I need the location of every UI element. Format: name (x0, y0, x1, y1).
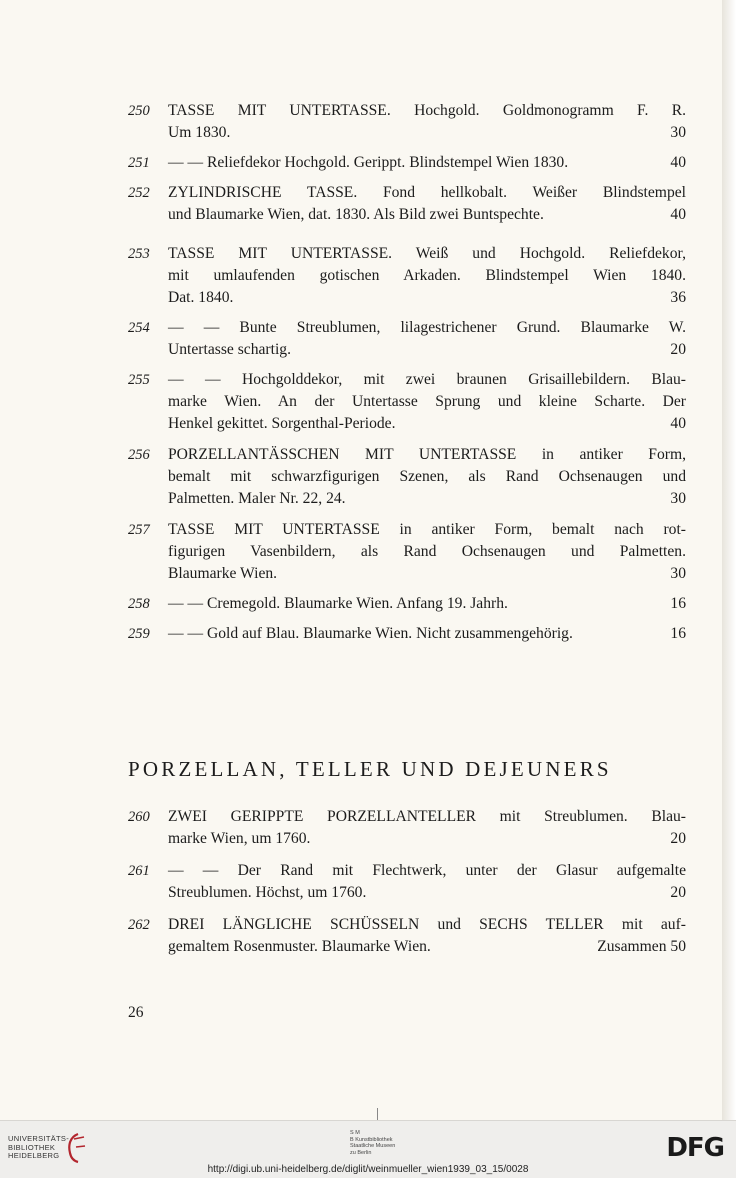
entry-last-line (168, 828, 686, 850)
entry-last-line (168, 488, 686, 510)
catalog-entry (128, 519, 686, 585)
entry-text-line: TASSE MIT UNTERTASSE. Hochgold. Goldmonogramm F. R. (168, 102, 686, 119)
entry-number: 254 (128, 320, 150, 336)
entry-text-line: mit umlaufenden gotischen Arkaden. Blindstempel Wien 1840. (168, 267, 686, 284)
entry-price: 16 (670, 595, 686, 612)
entry-text-line: PORZELLANTÄSSCHEN MIT UNTERTASSE in antiker Form, (168, 446, 686, 463)
entry-price: 30 (670, 490, 686, 507)
entry-number: 262 (128, 917, 150, 933)
entry-last-line (168, 563, 686, 585)
entry-number: 250 (128, 103, 150, 119)
entry-last-line (168, 204, 686, 226)
entry-number: 252 (128, 185, 150, 201)
entry-price: 20 (670, 830, 686, 847)
catalog-entry (128, 914, 686, 958)
university-library-name: UNIVERSITÄTS- BIBLIOTHEK HEIDELBERG (8, 1134, 69, 1160)
entry-last-line (168, 593, 686, 615)
entry-text-line: Henkel gekittet. Sorgenthal-Periode. (168, 415, 396, 432)
catalog-entry (128, 100, 686, 144)
entry-text-line: TASSE MIT UNTERTASSE. Weiß und Hochgold. Reliefdekor, (168, 245, 686, 262)
catalog-entries-top (128, 100, 686, 645)
section-heading: PORZELLAN, TELLER UND DEJEUNERS (128, 757, 612, 781)
entry-last-line (168, 623, 686, 645)
museum-credit: S M B Kunstbibliothek Staatliche Museen zu Berlin (350, 1130, 396, 1156)
catalog-entry (128, 806, 686, 850)
entry-price: 30 (670, 124, 686, 141)
page-edge (722, 0, 736, 1120)
entry-text-line: Dat. 1840. (168, 289, 234, 306)
entry-text-line: — — Gold auf Blau. Blaumarke Wien. Nicht zusammengehörig. (168, 625, 573, 642)
entry-text-line: bemalt mit schwarzfigurigen Szenen, als Rand Ochsenaugen und (168, 468, 686, 485)
entry-text-line: figurigen Vasenbildern, als Rand Ochsenaugen und Palmetten. (168, 543, 686, 560)
center-mark (377, 1108, 378, 1120)
entry-price: Zusammen 50 (597, 938, 686, 955)
catalog-entry (128, 593, 686, 615)
entry-last-line (168, 152, 686, 174)
viewer-footer (0, 1120, 736, 1178)
entry-number: 253 (128, 246, 150, 262)
permalink-url[interactable]: http://digi.ub.uni-heidelberg.de/diglit/weinmueller_wien1939_03_15/0028 (207, 1164, 529, 1175)
entry-last-line (168, 287, 686, 309)
entry-last-line (168, 413, 686, 435)
entry-text-line: — — Hochgolddekor, mit zwei braunen Grisaillebildern. Blau- (168, 371, 686, 388)
entry-last-line (168, 882, 686, 904)
entry-text-line: gemaltem Rosenmuster. Blaumarke Wien. (168, 938, 431, 955)
catalog-entry (128, 152, 686, 174)
university-logo-icon (60, 1131, 94, 1165)
entry-text-line: marke Wien. An der Untertasse Sprung und kleine Scharte. Der (168, 393, 686, 410)
entry-price: 40 (670, 206, 686, 223)
entry-price: 20 (670, 341, 686, 358)
page-number: 26 (128, 1004, 144, 1021)
entry-text-line: — — Bunte Streublumen, lilagestrichener Grund. Blaumarke W. (168, 319, 686, 336)
catalog-entry (128, 444, 686, 510)
entry-text-line: Untertasse schartig. (168, 341, 291, 358)
entry-number: 261 (128, 863, 150, 879)
entry-number: 260 (128, 809, 150, 825)
entry-text-line: marke Wien, um 1760. (168, 830, 311, 847)
entry-text-line: Blaumarke Wien. (168, 565, 278, 582)
entry-text-line: DREI LÄNGLICHE SCHÜSSELN und SECHS TELLER mit auf- (168, 916, 686, 933)
entry-last-line (168, 339, 686, 361)
entry-text-line: Um 1830. (168, 124, 231, 141)
entry-number: 251 (128, 155, 150, 171)
catalog-entry (128, 243, 686, 309)
catalog-entry (128, 369, 686, 435)
dfg-logo: DFG (666, 1133, 724, 1163)
catalog-entry (128, 317, 686, 361)
entry-number: 256 (128, 447, 150, 463)
catalog-entries-bottom (128, 806, 686, 958)
entry-last-line (168, 122, 686, 144)
catalog-entry (128, 182, 686, 226)
entry-text-line: ZYLINDRISCHE TASSE. Fond hellkobalt. Weißer Blindstempel (168, 184, 686, 201)
entry-number: 255 (128, 372, 150, 388)
catalog-entry (128, 623, 686, 645)
entry-text-line: TASSE MIT UNTERTASSE in antiker Form, bemalt nach rot- (168, 521, 686, 538)
entry-price: 36 (670, 289, 686, 306)
entry-text-line: — — Reliefdekor Hochgold. Gerippt. Blindstempel Wien 1830. (168, 154, 569, 171)
entry-number: 258 (128, 596, 150, 612)
entry-price: 30 (670, 565, 686, 582)
entry-price: 40 (670, 154, 686, 171)
entry-text-line: — — Der Rand mit Flechtwerk, unter der Glasur aufgemalte (168, 862, 686, 879)
entry-number: 257 (128, 522, 150, 538)
entry-text-line: ZWEI GERIPPTE PORZELLANTELLER mit Streublumen. Blau- (168, 808, 686, 825)
entry-number: 259 (128, 626, 150, 642)
entry-text-line: Palmetten. Maler Nr. 22, 24. (168, 490, 346, 507)
entry-price: 20 (670, 884, 686, 901)
entry-text-line: — — Cremegold. Blaumarke Wien. Anfang 19. Jahrh. (168, 595, 508, 612)
catalog-entry (128, 860, 686, 904)
entry-text-line: und Blaumarke Wien, dat. 1830. Als Bild zwei Buntspechte. (168, 206, 544, 223)
entry-last-line (168, 936, 686, 958)
entry-price: 16 (670, 625, 686, 642)
entry-text-line: Streublumen. Höchst, um 1760. (168, 884, 367, 901)
entry-price: 40 (670, 415, 686, 432)
